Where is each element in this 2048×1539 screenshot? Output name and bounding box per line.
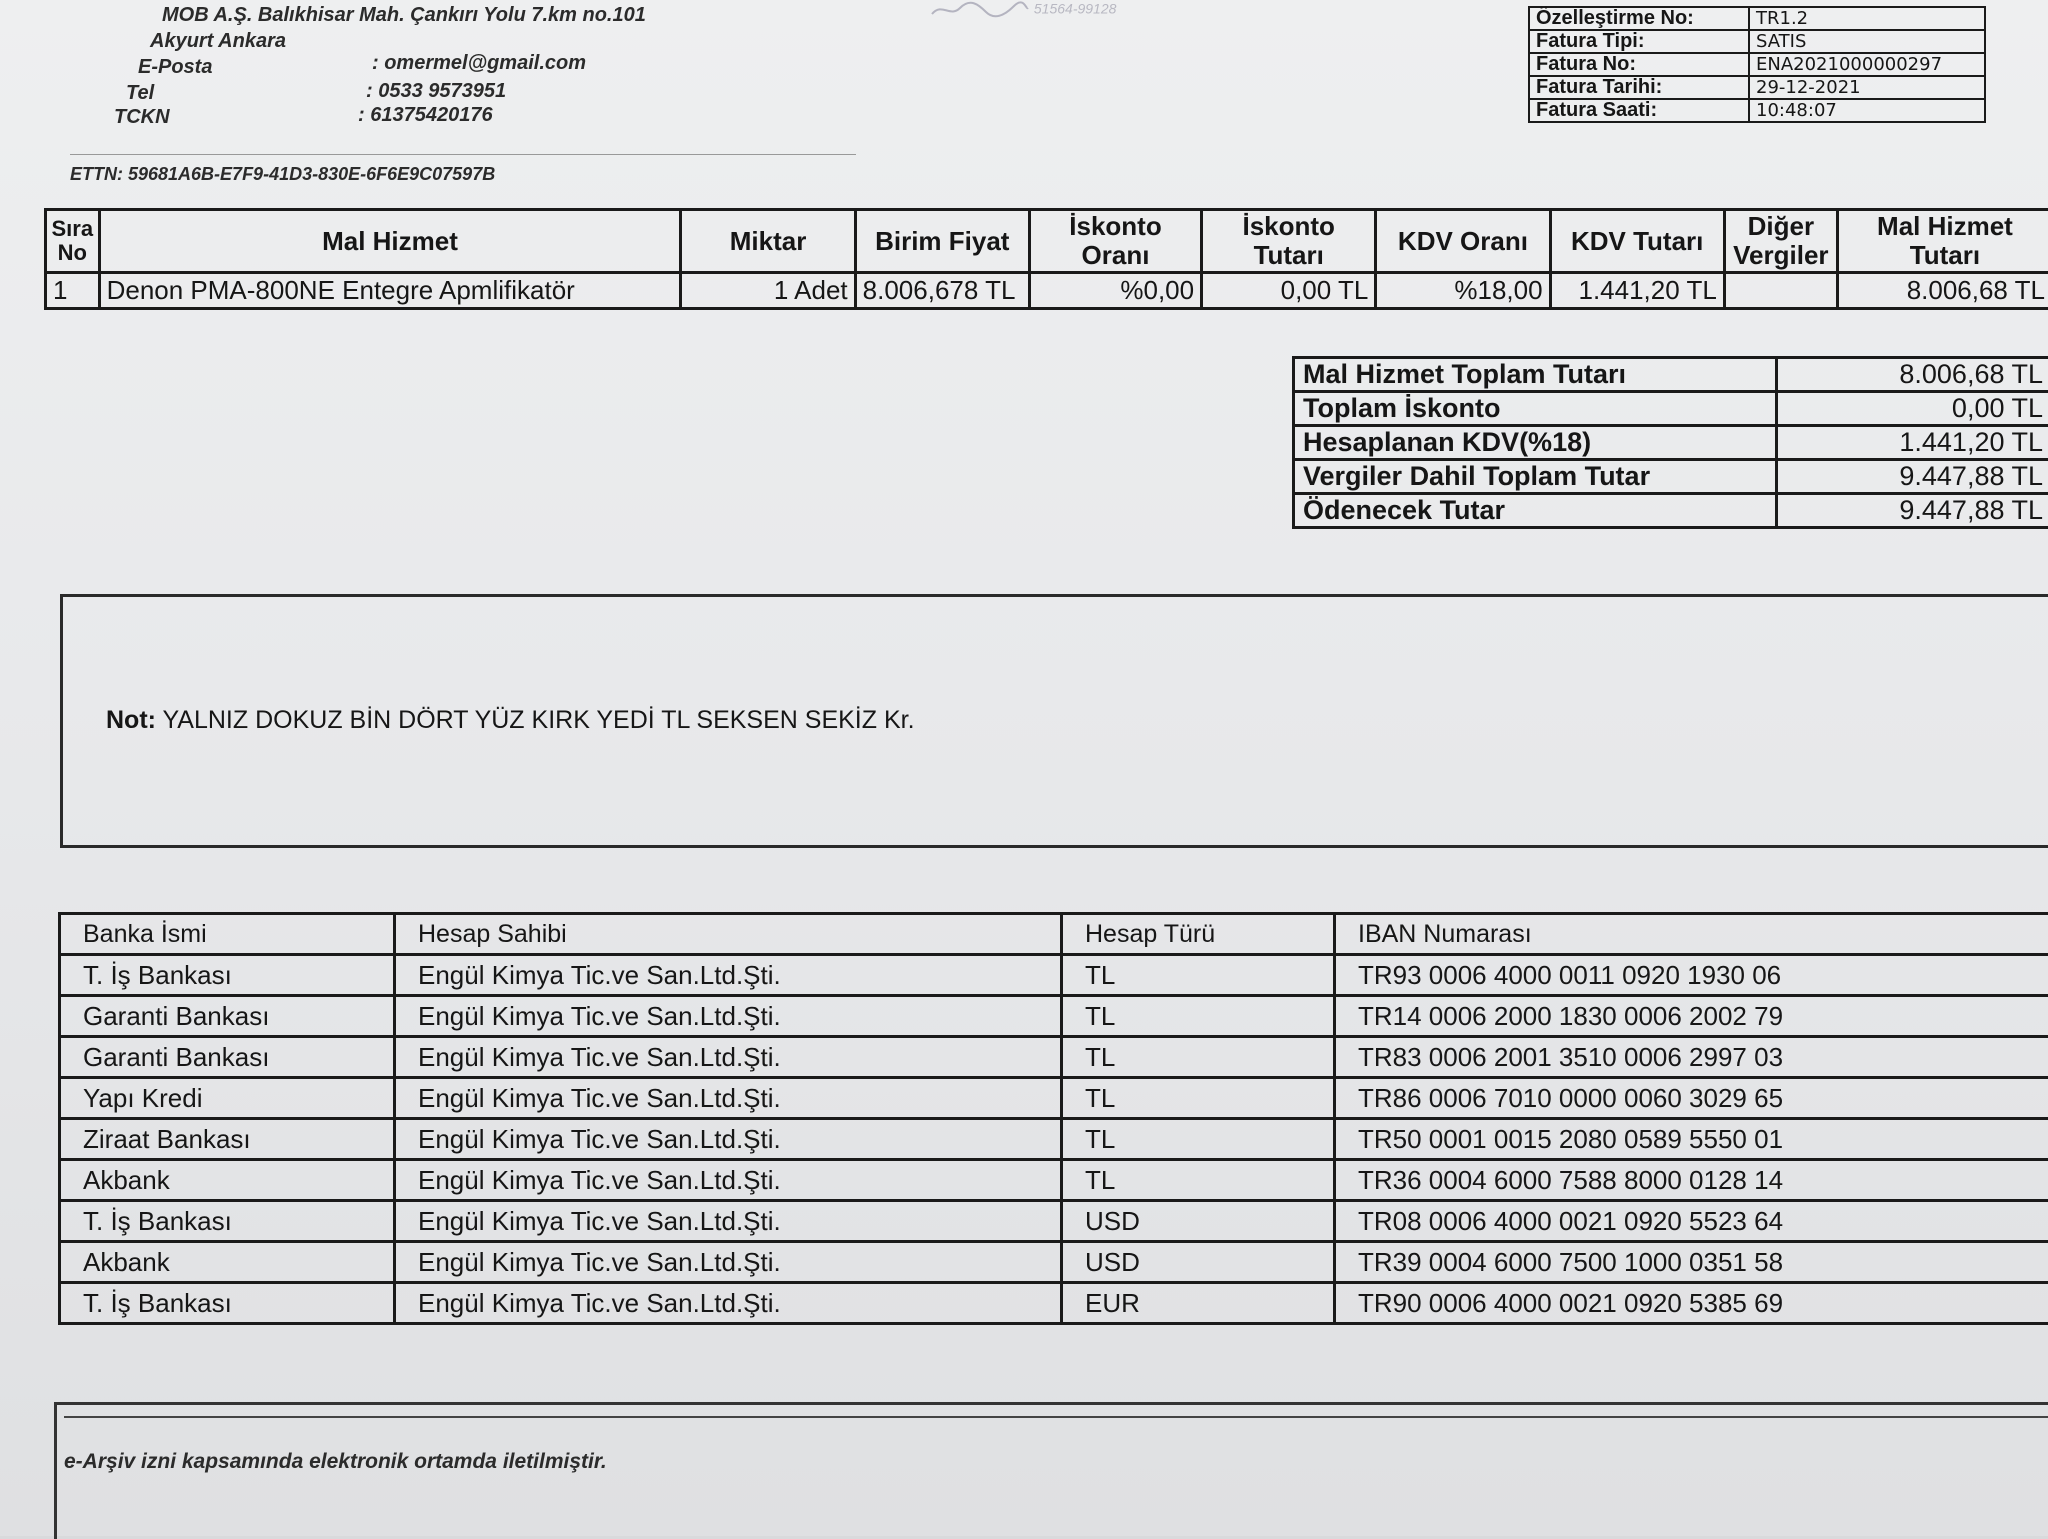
sender-email-label: E-Posta	[138, 56, 212, 79]
meta-row	[1529, 53, 1985, 76]
totals-table	[1292, 356, 2048, 529]
meta-value: TR1.2	[1749, 7, 1985, 30]
bank-name: Garanti Bankası	[60, 996, 395, 1037]
sender-tel: : 0533 9573951	[366, 80, 506, 103]
totals-value: 8.006,68 TL	[1777, 358, 2048, 392]
account-type: TL	[1062, 1078, 1335, 1119]
col-header-birim-fiyat: Birim Fiyat	[855, 210, 1029, 273]
account-type: USD	[1062, 1242, 1335, 1283]
account-type: TL	[1062, 1037, 1335, 1078]
note-amount-in-words: YALNIZ DOKUZ BİN DÖRT YÜZ KIRK YEDİ TL SEKSEN SEKİZ Kr.	[156, 706, 915, 734]
totals-value: 0,00 TL	[1777, 392, 2048, 426]
account-type: USD	[1062, 1201, 1335, 1242]
meta-label: Fatura No:	[1529, 53, 1749, 76]
table-row	[60, 1037, 2048, 1078]
col-header-mal-hizmet-tutari: Mal Hizmet Tutarı	[1837, 210, 2048, 273]
bank-accounts-table	[58, 912, 2048, 1325]
meta-value: ENA2021000000297	[1749, 53, 1985, 76]
sender-tckn-label: TCKN	[114, 106, 170, 129]
meta-label: Özelleştirme No:	[1529, 7, 1749, 30]
account-type: TL	[1062, 955, 1335, 996]
iban: TR08 0006 4000 0021 0920 5523 64	[1335, 1201, 2048, 1242]
table-row	[46, 273, 2048, 309]
iban: TR50 0001 0015 2080 0589 5550 01	[1335, 1119, 2048, 1160]
item-sira: 1	[46, 273, 100, 309]
col-header-miktar: Miktar	[681, 210, 855, 273]
ettn-code: ETTN: 59681A6B-E7F9-41D3-830E-6F6E9C07597B	[70, 164, 495, 185]
account-holder: Engül Kimya Tic.ve San.Ltd.Şti.	[395, 955, 1062, 996]
iban: TR86 0006 7010 0000 0060 3029 65	[1335, 1078, 2048, 1119]
bank-name: Ziraat Bankası	[60, 1119, 395, 1160]
items-header-row	[46, 210, 2048, 273]
items-table	[44, 208, 2048, 310]
account-holder: Engül Kimya Tic.ve San.Ltd.Şti.	[395, 1283, 1062, 1324]
bank-name: Garanti Bankası	[60, 1037, 395, 1078]
totals-row	[1294, 426, 2048, 460]
account-type: TL	[1062, 1160, 1335, 1201]
account-holder: Engül Kimya Tic.ve San.Ltd.Şti.	[395, 1160, 1062, 1201]
totals-row	[1294, 460, 2048, 494]
iban: TR93 0006 4000 0011 0920 1930 06	[1335, 955, 2048, 996]
meta-row	[1529, 99, 1985, 122]
table-row	[60, 955, 2048, 996]
meta-value: SATIS	[1749, 30, 1985, 53]
bank-name: Yapı Kredi	[60, 1078, 395, 1119]
item-description: Denon PMA-800NE Entegre Apmlifikatör	[99, 273, 681, 309]
meta-value: 29-12-2021	[1749, 76, 1985, 99]
totals-value: 9.447,88 TL	[1777, 460, 2048, 494]
bank-name: T. İş Bankası	[60, 955, 395, 996]
totals-value: 9.447,88 TL	[1777, 494, 2048, 528]
meta-value: 10:48:07	[1749, 99, 1985, 122]
meta-row	[1529, 7, 1985, 30]
item-discount-amount: 0,00 TL	[1202, 273, 1376, 309]
totals-label: Ödenecek Tutar	[1294, 494, 1777, 528]
bank-name: Akbank	[60, 1242, 395, 1283]
item-other-taxes	[1724, 273, 1837, 309]
footer-divider	[64, 1416, 2048, 1418]
footer-e-archive-notice: e-Arşiv izni kapsamında elektronik ortamda iletilmiştir.	[64, 1450, 607, 1474]
col-header-diger-vergiler: Diğer Vergiler	[1724, 210, 1837, 273]
meta-label: Fatura Tarihi:	[1529, 76, 1749, 99]
sender-email: : omermel@gmail.com	[372, 52, 586, 75]
col-header-mal-hizmet: Mal Hizmet	[99, 210, 681, 273]
account-type: EUR	[1062, 1283, 1335, 1324]
col-header-iskonto-tutari: İskonto Tutarı	[1202, 210, 1376, 273]
iban: TR36 0004 6000 7588 8000 0128 14	[1335, 1160, 2048, 1201]
signature-stamp	[930, 0, 1170, 22]
col-header-kdv-tutari: KDV Tutarı	[1550, 210, 1724, 273]
iban: TR83 0006 2001 3510 0006 2997 03	[1335, 1037, 2048, 1078]
stamp-number: 51564-99128	[1034, 1, 1117, 17]
item-quantity: 1 Adet	[681, 273, 855, 309]
sender-city: Akyurt Ankara	[150, 30, 286, 53]
col-header-account-holder: Hesap Sahibi	[395, 914, 1062, 955]
iban: TR39 0004 6000 7500 1000 0351 58	[1335, 1242, 2048, 1283]
totals-value: 1.441,20 TL	[1777, 426, 2048, 460]
col-header-account-type: Hesap Türü	[1062, 914, 1335, 955]
bank-name: T. İş Bankası	[60, 1201, 395, 1242]
totals-row	[1294, 358, 2048, 392]
invoice-meta-table	[1528, 6, 1986, 123]
bank-header-row	[60, 914, 2048, 955]
col-header-sira-no: Sıra No	[46, 210, 100, 273]
account-holder: Engül Kimya Tic.ve San.Ltd.Şti.	[395, 1037, 1062, 1078]
totals-row	[1294, 494, 2048, 528]
item-unit-price: 8.006,678 TL	[855, 273, 1029, 309]
totals-label: Hesaplanan KDV(%18)	[1294, 426, 1777, 460]
meta-label: Fatura Saati:	[1529, 99, 1749, 122]
table-row	[60, 1201, 2048, 1242]
ettn-divider	[70, 154, 856, 155]
meta-label: Fatura Tipi:	[1529, 30, 1749, 53]
item-vat-amount: 1.441,20 TL	[1550, 273, 1724, 309]
item-discount-rate: %0,00	[1029, 273, 1201, 309]
item-vat-rate: %18,00	[1376, 273, 1550, 309]
account-holder: Engül Kimya Tic.ve San.Ltd.Şti.	[395, 1242, 1062, 1283]
meta-row	[1529, 76, 1985, 99]
sender-company: MOB A.Ş. Balıkhisar Mah. Çankırı Yolu 7.km no.101	[162, 4, 646, 27]
account-holder: Engül Kimya Tic.ve San.Ltd.Şti.	[395, 1201, 1062, 1242]
col-header-bank-name: Banka İsmi	[60, 914, 395, 955]
account-type: TL	[1062, 996, 1335, 1037]
account-type: TL	[1062, 1119, 1335, 1160]
iban: TR14 0006 2000 1830 0006 2002 79	[1335, 996, 2048, 1037]
totals-label: Mal Hizmet Toplam Tutarı	[1294, 358, 1777, 392]
totals-label: Toplam İskonto	[1294, 392, 1777, 426]
bank-name: Akbank	[60, 1160, 395, 1201]
account-holder: Engül Kimya Tic.ve San.Ltd.Şti.	[395, 1119, 1062, 1160]
col-header-iskonto-orani: İskonto Oranı	[1029, 210, 1201, 273]
iban: TR90 0006 4000 0021 0920 5385 69	[1335, 1283, 2048, 1324]
table-row	[60, 1078, 2048, 1119]
note-text	[106, 706, 915, 735]
account-holder: Engül Kimya Tic.ve San.Ltd.Şti.	[395, 996, 1062, 1037]
table-row	[60, 1160, 2048, 1201]
sender-tckn: : 61375420176	[358, 104, 493, 127]
item-line-total: 8.006,68 TL	[1837, 273, 2048, 309]
sender-tel-label: Tel	[126, 82, 154, 105]
bank-name: T. İş Bankası	[60, 1283, 395, 1324]
account-holder: Engül Kimya Tic.ve San.Ltd.Şti.	[395, 1078, 1062, 1119]
col-header-iban: IBAN Numarası	[1335, 914, 2048, 955]
totals-row	[1294, 392, 2048, 426]
table-row	[60, 1283, 2048, 1324]
col-header-kdv-orani: KDV Oranı	[1376, 210, 1550, 273]
signature-scribble	[930, 0, 1030, 20]
table-row	[60, 1119, 2048, 1160]
table-row	[60, 1242, 2048, 1283]
table-row	[60, 996, 2048, 1037]
totals-label: Vergiler Dahil Toplam Tutar	[1294, 460, 1777, 494]
meta-row	[1529, 30, 1985, 53]
note-label: Not:	[106, 706, 156, 734]
